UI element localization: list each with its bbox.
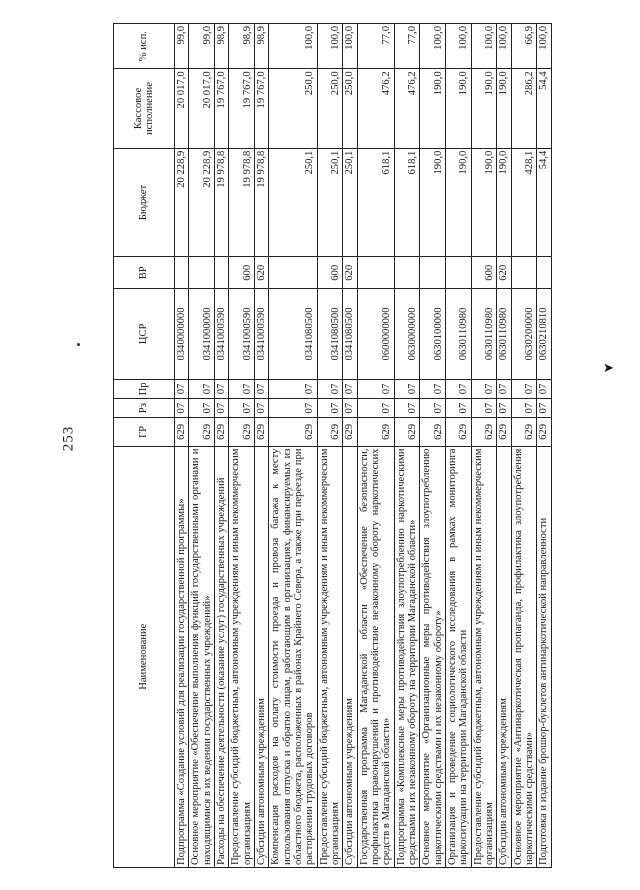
table-row: [511, 24, 537, 868]
row-cash: 250,0: [317, 69, 343, 148]
row-cash: 250,0: [269, 69, 317, 148]
row-pr: 07: [394, 379, 420, 398]
row-name: Предоставление субсидий бюджетным, автономным учреждениям и иным некоммерческим организациям: [471, 446, 497, 867]
row-cash: 250,0: [343, 69, 357, 148]
header-vr: ВР: [114, 257, 175, 289]
row-vr: [175, 257, 189, 289]
row-pct: 98,9: [254, 24, 268, 69]
row-rz: 07: [394, 399, 420, 418]
row-rz: 07: [229, 399, 255, 418]
table-row: [394, 24, 420, 868]
row-budget: 190,0: [420, 148, 446, 257]
row-vr: [189, 257, 215, 289]
row-name: Подготовка и издание брошюр-буклетов антинаркотической направленности: [537, 446, 551, 867]
budget-table: [113, 23, 552, 868]
row-gr: 629: [214, 418, 228, 446]
table-row: [497, 24, 511, 868]
row-rz: 07: [497, 399, 511, 418]
row-csr: 0341000590: [214, 289, 228, 380]
row-pct: 100,0: [471, 24, 497, 69]
row-pct: 100,0: [445, 24, 471, 69]
row-csr: 0630110980: [497, 289, 511, 380]
row-name: Субсидии автономным учреждениям: [497, 446, 511, 867]
row-pr: 07: [537, 379, 551, 398]
row-budget: 20 228,9: [189, 148, 215, 257]
row-csr: 0341080500: [317, 289, 343, 380]
table-row: [445, 24, 471, 868]
row-pct: 100,0: [420, 24, 446, 69]
row-name: Субсидии автономным учреждениям: [254, 446, 268, 867]
row-vr: 620: [497, 257, 511, 289]
row-cash: 190,0: [420, 69, 446, 148]
row-vr: [357, 257, 394, 289]
row-gr: 629: [511, 418, 537, 446]
row-pct: 98,9: [229, 24, 255, 69]
row-vr: 620: [254, 257, 268, 289]
table-body: [175, 24, 552, 868]
row-vr: [537, 257, 551, 289]
row-csr: 0341000590: [229, 289, 255, 380]
row-csr: 0630000000: [394, 289, 420, 380]
row-pct: 66,9: [511, 24, 537, 69]
header-cash: Кассовое исполнение: [114, 69, 175, 148]
row-budget: 54,4: [537, 148, 551, 257]
row-vr: [394, 257, 420, 289]
row-csr: 0341080500: [269, 289, 317, 380]
row-name: Субсидии автономным учреждениям: [343, 446, 357, 867]
row-name: Подпрограмма «Комплексные меры противодействия злоупотреблению наркотическими средствами и их незаконному обороту на территории Магаданской области»: [394, 446, 420, 867]
row-name: Основное мероприятие «Антинаркотическая пропаганда, профилактика злоупотребления наркотическими средствами»: [511, 446, 537, 867]
row-gr: 629: [471, 418, 497, 446]
row-gr: 629: [357, 418, 394, 446]
row-cash: 190,0: [445, 69, 471, 148]
row-csr: 0630110980: [445, 289, 471, 380]
row-csr: 0630110980: [471, 289, 497, 380]
header-csr: ЦСР: [114, 289, 175, 380]
header-rz: Рз: [114, 399, 175, 418]
header-pct: % исп.: [114, 24, 175, 69]
row-gr: 629: [420, 418, 446, 446]
row-rz: 07: [254, 399, 268, 418]
row-gr: 629: [497, 418, 511, 446]
row-budget: 250,1: [317, 148, 343, 257]
row-budget: 190,0: [497, 148, 511, 257]
row-gr: 629: [537, 418, 551, 446]
row-rz: 07: [317, 399, 343, 418]
row-vr: [214, 257, 228, 289]
table-row: [175, 24, 189, 868]
row-vr: [511, 257, 537, 289]
row-pr: 07: [189, 379, 215, 398]
row-cash: 54,4: [537, 69, 551, 148]
table-row: [229, 24, 255, 868]
row-budget: 19 978,8: [254, 148, 268, 257]
rotated-table-container: [113, 23, 585, 868]
row-rz: 07: [189, 399, 215, 418]
row-csr: 0341080500: [343, 289, 357, 380]
row-vr: 600: [229, 257, 255, 289]
row-pr: 07: [269, 379, 317, 398]
row-rz: 07: [343, 399, 357, 418]
row-name: Расходы на обеспечение деятельности (оказание услуг) государственных учреждений: [214, 446, 228, 867]
row-budget: 250,1: [343, 148, 357, 257]
row-budget: 20 228,9: [175, 148, 189, 257]
row-name: Основное мероприятие «Организационные меры противодействия злоупотреблению наркотическими средствами и их незаконному обороту»: [420, 446, 446, 867]
row-rz: 07: [175, 399, 189, 418]
row-rz: 07: [445, 399, 471, 418]
row-pr: 07: [511, 379, 537, 398]
row-budget: 190,0: [471, 148, 497, 257]
table-header: [114, 24, 175, 868]
row-rz: 07: [269, 399, 317, 418]
row-csr: 0630200000: [511, 289, 537, 380]
row-budget: 250,1: [269, 148, 317, 257]
row-csr: 0600000000: [357, 289, 394, 380]
row-pct: 99,0: [175, 24, 189, 69]
row-cash: 190,0: [471, 69, 497, 148]
row-cash: 190,0: [497, 69, 511, 148]
row-pr: 07: [357, 379, 394, 398]
row-budget: 618,1: [357, 148, 394, 257]
row-vr: [269, 257, 317, 289]
row-vr: 620: [343, 257, 357, 289]
row-cash: 19 767,0: [214, 69, 228, 148]
row-budget: 19 978,8: [229, 148, 255, 257]
row-vr: 600: [317, 257, 343, 289]
row-cash: 476,2: [357, 69, 394, 148]
row-name: Организация и проведение социологического исследования в рамках мониторинга наркоситуации на территории Магаданской области: [445, 446, 471, 867]
row-pr: 07: [497, 379, 511, 398]
row-cash: 476,2: [394, 69, 420, 148]
row-name: Компенсация расходов на оплату стоимости проезда и провоза багажа к месту использования отпуска и обратно лицам, работающим в организациях, финансируемых из областного бюджета, расположенных в районах Крайнего Севера, а также при переезде при расторжении трудовых договоров: [269, 446, 317, 867]
row-name: Основное мероприятие «Обеспечение выполнения функций государственными органами и находящимися в их ведении государственных учреждений»: [189, 446, 215, 867]
pen-mark-icon: ➤: [603, 360, 614, 375]
row-csr: 0341000590: [254, 289, 268, 380]
row-pct: 100,0: [497, 24, 511, 69]
row-name: Предоставление субсидий бюджетным, автономным учреждениям и иным некоммерческим организациям: [229, 446, 255, 867]
row-budget: 428,1: [511, 148, 537, 257]
table-row: [214, 24, 228, 868]
row-pct: 98,9: [214, 24, 228, 69]
row-vr: [420, 257, 446, 289]
row-rz: 07: [537, 399, 551, 418]
table-row: [357, 24, 394, 868]
row-name: Предоставление субсидий бюджетным, автономным учреждениям и иным некоммерческим организациям: [317, 446, 343, 867]
row-gr: 629: [189, 418, 215, 446]
row-rz: 07: [214, 399, 228, 418]
row-gr: 629: [317, 418, 343, 446]
row-vr: 600: [471, 257, 497, 289]
row-csr: 0630100000: [420, 289, 446, 380]
table-row: [343, 24, 357, 868]
row-csr: 0340000000: [175, 289, 189, 380]
table-row: [537, 24, 551, 868]
row-pr: 07: [343, 379, 357, 398]
row-pct: 100,0: [537, 24, 551, 69]
table-row: [471, 24, 497, 868]
row-pr: 07: [317, 379, 343, 398]
row-rz: 07: [511, 399, 537, 418]
table-row: [420, 24, 446, 868]
row-rz: 07: [357, 399, 394, 418]
row-pr: 07: [471, 379, 497, 398]
row-name: Подпрограмма «Создание условий для реализации государственной программы»: [175, 446, 189, 867]
row-gr: 629: [229, 418, 255, 446]
row-cash: 19 767,0: [254, 69, 268, 148]
row-gr: 629: [254, 418, 268, 446]
row-cash: 20 017,0: [189, 69, 215, 148]
row-name: Государственная программа Магаданской области «Обеспечение безопасности, профилактика правонарушений и противодействие незаконному обороту наркотических средств в Магаданской области»: [357, 446, 394, 867]
row-pct: 100,0: [343, 24, 357, 69]
row-vr: [445, 257, 471, 289]
row-rz: 07: [420, 399, 446, 418]
row-cash: 20 017,0: [175, 69, 189, 148]
row-pr: 07: [420, 379, 446, 398]
row-rz: 07: [471, 399, 497, 418]
row-pr: 07: [214, 379, 228, 398]
table-row: [269, 24, 317, 868]
speck-mark: [77, 343, 80, 346]
table-row: [189, 24, 215, 868]
row-pct: 100,0: [317, 24, 343, 69]
row-pct: 77,0: [394, 24, 420, 69]
row-pct: 100,0: [269, 24, 317, 69]
row-csr: 0630210810: [537, 289, 551, 380]
row-pr: 07: [229, 379, 255, 398]
header-gr: ГР: [114, 418, 175, 446]
row-cash: 19 767,0: [229, 69, 255, 148]
row-pct: 99,0: [189, 24, 215, 69]
row-pr: 07: [175, 379, 189, 398]
row-budget: 19 978,8: [214, 148, 228, 257]
row-budget: 190,0: [445, 148, 471, 257]
row-pr: 07: [445, 379, 471, 398]
row-budget: 618,1: [394, 148, 420, 257]
row-pct: 77,0: [357, 24, 394, 69]
row-gr: 629: [175, 418, 189, 446]
page-number: 253: [60, 425, 77, 452]
row-gr: 629: [445, 418, 471, 446]
table-row: [254, 24, 268, 868]
header-pr: Пр: [114, 379, 175, 398]
header-name: Наименование: [114, 446, 175, 867]
row-gr: 629: [269, 418, 317, 446]
row-csr: 0341000000: [189, 289, 215, 380]
row-cash: 286,2: [511, 69, 537, 148]
row-pr: 07: [254, 379, 268, 398]
row-gr: 629: [394, 418, 420, 446]
row-gr: 629: [343, 418, 357, 446]
header-budget: Бюджет: [114, 148, 175, 257]
table-row: [317, 24, 343, 868]
